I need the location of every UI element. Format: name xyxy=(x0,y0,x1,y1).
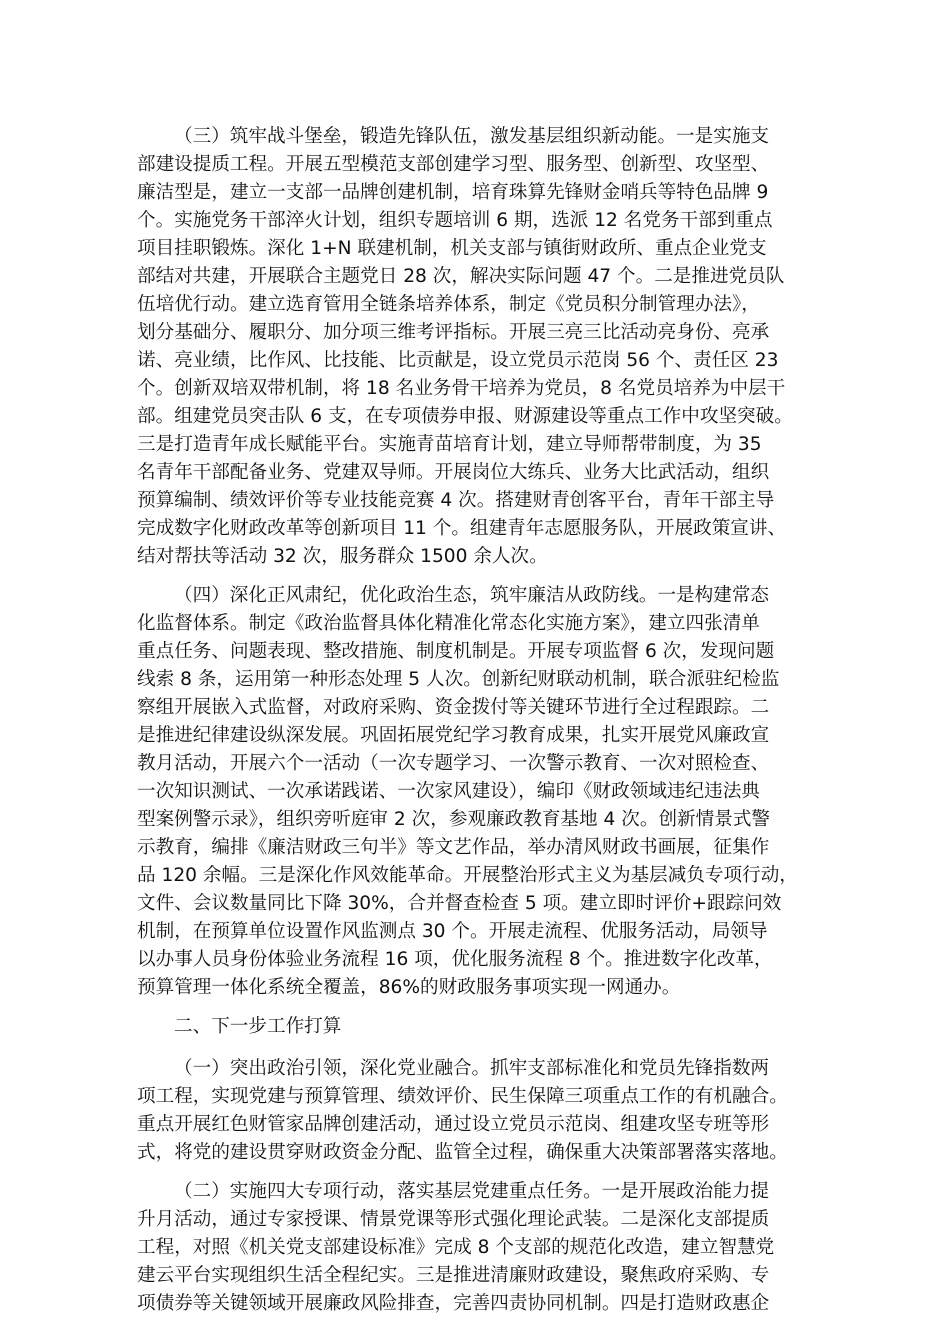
text-line: 一次知识测试、一次承诺践诺、一次家风建设），编印《财政领域违纪违法典 xyxy=(137,781,760,802)
text-line: 三是打造青年成长赋能平台。实施青苗培育计划，建立导师帮带制度，为 35 xyxy=(137,434,762,455)
document-page xyxy=(137,123,827,1329)
text-line: （二）实施四大专项行动，落实基层党建重点任务。一是开展政治能力提 xyxy=(174,1181,770,1202)
section-achievements xyxy=(137,123,827,1002)
section-heading: 二、下一步工作打算 xyxy=(174,1016,342,1037)
text-line: 部。组建党员突击队 6 支，在专项债券申报、财源建设等重点工作中攻坚突破。 xyxy=(137,406,793,427)
text-line: 机制，在预算单位设置作风监测点 30 个。开展走流程、优服务活动，局领导 xyxy=(137,921,768,942)
text-line: 伍培优行动。建立选育管用全链条培养体系，制定《党员积分制管理办法》， xyxy=(137,294,760,315)
text-line: 重点任务、问题表现、整改措施、制度机制是。开展专项监督 6 次，发现问题 xyxy=(137,641,775,662)
text-line: 式，将党的建设贯穿财政资金分配、监管全过程，确保重大决策部署落实落地。 xyxy=(137,1142,788,1163)
text-line: 是推进纪律建设纵深发展。巩固拓展党纪学习教育成果，扎实开展党风廉政宣 xyxy=(137,725,770,746)
text-line: 部建设提质工程。开展五型模范支部创建学习型、服务型、创新型、攻坚型、 xyxy=(137,154,770,175)
text-line: 诺、亮业绩，比作风、比技能、比贡献是，设立党员示范岗 56 个、责任区 23 xyxy=(137,350,779,371)
text-line: 线索 8 条，运用第一种形态处理 5 人次。创新纪财联动机制，联合派驻纪检监 xyxy=(137,669,780,690)
text-line: 示教育，编排《廉洁财政三句半》等文艺作品，举办清风财政书画展，征集作 xyxy=(137,837,770,858)
paragraph xyxy=(137,582,827,1002)
text-line: 工程，对照《机关党支部建设标准》完成 8 个支部的规范化改造，建立智慧党 xyxy=(137,1237,775,1258)
text-line: 预算编制、绩效评价等专业技能竞赛 4 次。搭建财青创客平台，青年干部主导 xyxy=(137,490,775,511)
paragraph xyxy=(137,123,827,571)
text-line: 项工程，实现党建与预算管理、绩效评价、民生保障三项重点工作的有机融合。 xyxy=(137,1086,788,1107)
text-line: 个。创新双培双带机制，将 18 名业务骨干培养为党员，8 名党员培养为中层干 xyxy=(137,378,786,399)
text-line: 文件、会议数量同比下降 30%，合并督查检查 5 项。建立即时评价+跟踪问效 xyxy=(137,893,782,914)
text-line: 廉洁型是，建立一支部一品牌创建机制，培育珠算先锋财金哨兵等特色品牌 9 xyxy=(137,182,769,203)
text-line: 完成数字化财政改革等创新项目 11 个。组建青年志愿服务队，开展政策宣讲、 xyxy=(137,518,787,539)
text-line: （三）筑牢战斗堡垒，锻造先锋队伍，激发基层组织新动能。一是实施支 xyxy=(174,126,770,147)
text-line: 个。实施党务干部淬火计划，组织专题培训 6 期，选派 12 名党务干部到重点 xyxy=(137,210,773,231)
text-line: 升月活动，通过专家授课、情景党课等形式强化理论武装。二是深化支部提质 xyxy=(137,1209,770,1230)
text-line: 名青年干部配备业务、党建双导师。开展岗位大练兵、业务大比武活动，组织 xyxy=(137,462,770,483)
text-line: 项目挂职锻炼。深化 1+N 联建机制，机关支部与镇街财政所、重点企业党支 xyxy=(137,238,767,259)
text-line: 重点开展红色财管家品牌创建活动，通过设立党员示范岗、组建攻坚专班等形 xyxy=(137,1114,770,1135)
text-line: 型案例警示录》，组织旁听庭审 2 次，参观廉政教育基地 4 次。创新情景式警 xyxy=(137,809,771,830)
text-line: （一）突出政治引领，深化党业融合。抓牢支部标准化和党员先锋指数两 xyxy=(174,1058,770,1079)
text-line: 品 120 余幅。三是深化作风效能革命。开展整治形式主义为基层减负专项行动， xyxy=(137,865,798,886)
text-line: 化监督体系。制定《政治监督具体化精准化常态化实施方案》，建立四张清单 xyxy=(137,613,760,634)
text-line: 教月活动，开展六个一活动（一次专题学习、一次警示教育、一次对照检查、 xyxy=(137,753,770,774)
text-line: 预算管理一体化系统全覆盖，86%的财政服务事项实现一网通办。 xyxy=(137,977,681,998)
paragraph xyxy=(137,1178,827,1318)
section-next-steps xyxy=(137,1055,827,1318)
text-line: 察组开展嵌入式监督，对政府采购、资金拨付等关键环节进行全过程跟踪。二 xyxy=(137,697,770,718)
paragraph xyxy=(137,1055,827,1167)
text-line: 划分基础分、履职分、加分项三维考评指标。开展三亮三比活动亮身份、亮承 xyxy=(137,322,770,343)
text-line: 以办事人员身份体验业务流程 16 项，优化服务流程 8 个。推进数字化改革， xyxy=(137,949,773,970)
text-line: 项债券等关键领域开展廉政风险排查，完善四责协同机制。四是打造财政惠企 xyxy=(137,1293,770,1314)
text-line: 部结对共建，开展联合主题党日 28 次，解决实际问题 47 个。二是推进党员队 xyxy=(137,266,785,287)
text-line: 结对帮扶等活动 32 次，服务群众 1500 余人次。 xyxy=(137,546,548,567)
text-line: 建云平台实现组织生活全程纪实。三是推进清廉财政建设，聚焦政府采购、专 xyxy=(137,1265,770,1286)
text-line: （四）深化正风肃纪，优化政治生态，筑牢廉洁从政防线。一是构建常态 xyxy=(174,585,770,606)
